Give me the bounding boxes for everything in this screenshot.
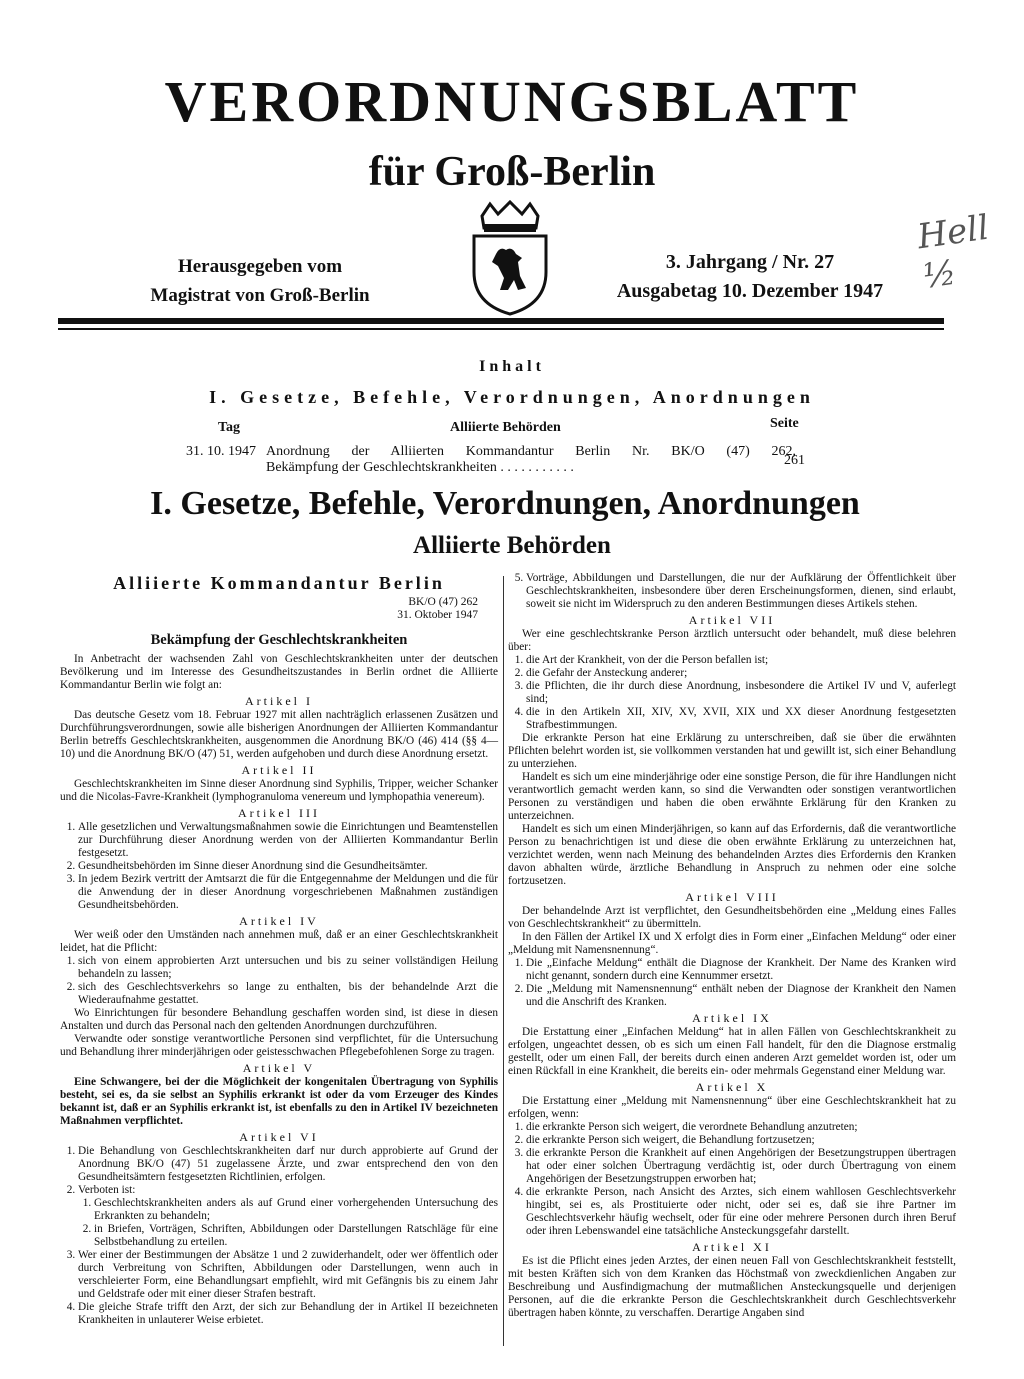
issue-line2: Ausgabetag 10. Dezember 1947 (616, 280, 884, 302)
sub-heading: Alliierte Behörden (413, 532, 611, 559)
toc-col-page: Seite (770, 416, 799, 431)
order-title: Bekämpfung der Geschlechtskrankheiten (150, 632, 408, 648)
article-paragraph: Eine Schwangere, bei der die Möglichkeit der kongenitalen Übertragung von Syphilis besteht, sei es, da sie selbst an Syphilis erkrankt ist oder da vom Erzeuger des Kindes bekannt ist, daß er an Syphilis erkrankt ist, ist ebenfalls zu den in Artikel IV bezeichneten Maßnahmen verpflichtet. (60, 1076, 498, 1127)
right-column (508, 572, 956, 1320)
left-column (60, 572, 498, 1327)
article-list (508, 957, 956, 1009)
article-paragraph: Verwandte oder sonstige verantwortliche Personen sind verpflichtet, für die Untersuchung und Behandlung ihrer minderjährigen oder geistesschwachen Pflegebefohlenen Sorge zu tragen. (60, 1033, 498, 1058)
article-paragraph: Die erkrankte Person hat eine Erklärung zu unterschreiben, daß sie über die erwähnten Pflichten belehrt worden ist, sie vollkommen verstanden hat und gewillt ist, sich einer Behandlung zu unterziehen. (508, 732, 956, 770)
article-heading: Artikel I (245, 694, 313, 708)
article-paragraph: Wo Einrichtungen für besondere Behandlung geschaffen worden sind, ist diese in diesen Anstalten und durch das Personal nach den geltenden Anordnungen durchzuführen. (60, 1007, 498, 1032)
sub-list-item: 1. Geschlechtskrankheiten anders als auf Grund einer vorhergehenden Untersuchung des Erkrankten zu behandeln; (94, 1197, 498, 1223)
list-item: 3. In jedem Bezirk vertritt der Amtsarzt die für die Entgegennahme der Meldungen und die für die Anwendung der in dieser Anordnung vorgeschriebenen Maßnahmen zuständigen Gesundheitsbehörden. (78, 873, 498, 912)
list-item: 2. die Gefahr der Ansteckung anderer; (526, 667, 956, 680)
article-heading: Artikel III (238, 806, 320, 820)
list-item: 2. Gesundheitsbehörden im Sinne dieser Anordnung sind die Gesundheitsämter. (78, 860, 498, 873)
sub-list-item: 2. in Briefen, Vorträgen, Schriften, Abbildungen oder Darstellungen Ratschläge für eine Selbstbehandlung zu erteilen. (94, 1223, 498, 1249)
order-date: 31. Oktober 1947 (397, 609, 478, 621)
masthead-title: VERORDNUNGSBLATT (164, 69, 860, 134)
list-item: 1. Die Behandlung von Geschlechtskrankheiten darf nur durch approbierte auf Grund der Anordnung BK/O (47) 51 zugelassene Ärzte, und zwar entsprechend den von den Gesundheitsämtern festgesetzten Richtlinien, erfolgen. (78, 1145, 498, 1184)
list-item: 3. die Pflichten, die ihr durch diese Anordnung, insbesondere die Artikel IV und V, auferlegt sind; (526, 680, 956, 706)
list-item: 4. Die gleiche Strafe trifft den Arzt, der sich zur Behandlung der in Artikel II bezeichneten Krankheiten in unlauterer Weise erbietet. (78, 1301, 498, 1327)
article-paragraph: In den Fällen der Artikel IX und X erfolgt dies in Form einer „Einfachen Meldung“ oder einer „Meldung mit Namensnennung“. (508, 931, 956, 956)
article-list (60, 1145, 498, 1327)
main-heading: I. Gesetze, Befehle, Verordnungen, Anordnungen (150, 485, 860, 522)
order-reference: BK/O (47) 262 (408, 596, 478, 608)
article-list (60, 955, 498, 1007)
masthead-rule-thick (58, 318, 944, 324)
kommandantur-title: Alliierte Kommandantur Berlin (113, 573, 445, 593)
article-heading: Artikel XI (692, 1240, 772, 1254)
list-item: 2. Die „Meldung mit Namensnennung“ enthält neben der Diagnose der Krankheit den Namen und die Anschrift des Kranken. (526, 983, 956, 1009)
issue-line1: 3. Jahrgang / Nr. 27 (665, 251, 835, 273)
list-item: 4. die in den Artikeln XII, XIV, XV, XVII, XIX und XX dieser Anordnung festgesetzten Strafbestimmungen. (526, 706, 956, 732)
toc-entry-line1: Anordnung der Alliierten Kommandantur Berlin Nr. BK/O (47) 262, (266, 444, 796, 459)
article-paragraph: Der behandelnde Arzt ist verpflichtet, den Gesundheitsbehörden eine „Meldung eines Falles von Geschlechtskrankheit“ zu übermitteln. (508, 905, 956, 930)
toc-section-title: I. Gesetze, Befehle, Verordnungen, Anordnungen (209, 387, 815, 407)
toc-heading: Inhalt (479, 358, 545, 375)
berlin-bear-crest-icon (466, 200, 554, 318)
article-paragraph: Geschlechtskrankheiten im Sinne dieser Anordnung sind Syphilis, Tripper, weicher Schanker und die Nicolas-Favre-Krankheit (lymphogranuloma venereum und lymphopathia venereum). (60, 778, 498, 803)
list-item-text: Verboten ist: (78, 1184, 136, 1196)
list-item: 1. die erkrankte Person sich weigert, die verordnete Behandlung anzutreten; (526, 1121, 956, 1134)
list-item: 2. sich des Geschlechtsverkehrs so lange zu enthalten, bis der behandelnde Arzt die Wiederaufnahme gestattet. (78, 981, 498, 1007)
list-item (78, 1184, 498, 1249)
article-heading: Artikel VI (239, 1130, 319, 1144)
article-paragraph: Wer weiß oder den Umständen nach annehmen muß, daß er an einer Geschlechtskrankheit leidet, hat die Pflicht: (60, 929, 498, 954)
article-heading: Artikel V (242, 1061, 316, 1075)
article-paragraph: Die Erstattung einer „Meldung mit Namensnennung“ über eine Geschlechtskrankheit hat zu erfolgen, wenn: (508, 1095, 956, 1120)
toc-col-day: Tag (218, 420, 241, 435)
article-paragraph: Es ist die Pflicht eines jeden Arztes, der einen neuen Fall von Geschlechtskrankheit feststellt, mit besten Kräften sich von dem Kranken das Höchstmaß von zweckdienlichen Angaben zur Beschreibung und Ausfindigmachung der mutmaßlichen Ansteckungsquelle und derjenigen Personen, auf die die erkrankte Person die Geschlechtskrankheit durch Geschlechtsverkehr übertragen haben könnte, zu verschaffen. Derartige Angaben sind (508, 1255, 956, 1319)
article-list (508, 572, 956, 611)
article-heading: Artikel II (241, 763, 317, 777)
list-item: 3. die erkrankte Person die Krankheit auf einen Angehörigen der Besetzungstruppen übertragen hat oder einer solchen Übertragung verdächtig ist, oder durch Übertragung von einem Angehörigen der Besetzungstruppen erworben hat; (526, 1147, 956, 1186)
list-item: 2. die erkrankte Person sich weigert, die Behandlung fortzusetzen; (526, 1134, 956, 1147)
handwritten-note: Hell ½ (914, 207, 992, 297)
toc-entry-page: 261 (784, 453, 805, 468)
publisher-line1: Herausgegeben vom (177, 256, 343, 277)
toc-entry-date: 31. 10. 1947 (186, 444, 256, 459)
article-paragraph: Handelt es sich um einen Minderjährigen, so kann auf das Erfordernis, daß die verantwortliche Person zu benachrichtigen ist und diese die oben erwähnte Erklärung zu unterzeichnen hat, verzichtet werden, wenn nach Meinung des behandelnden Arztes dies Erfordernis den Kranken davon abhalten würde, ärztliche Behandlung in Anspruch zu nehmen oder eine solche fortzusetzen. (508, 823, 956, 887)
sub-list (78, 1197, 498, 1249)
article-paragraph: Das deutsche Gesetz vom 18. Februar 1927 mit allen nachträglich erlassenen Zusätzen und Durchführungsverordnungen, sowie alle bisherigen Anordnungen der Alliierten Kommandantur Berlin betreffs Geschlechtskrankheiten, ausgenommen die Anordnung BK/O (46) 414 (§§ 4—10) und die Anordnung BK/O (47) 51, werden aufgehoben und durch diese Anordnung ersetzt. (60, 709, 498, 760)
list-item: 1. sich von einem approbierten Arzt untersuchen und bis zu seiner vollständigen Heilung behandeln zu lassen; (78, 955, 498, 981)
article-list (60, 821, 498, 912)
toc-entry-line2: Bekämpfung der Geschlechtskrankheiten . . . . . . . . . . . (266, 460, 574, 475)
article-heading: Artikel IX (692, 1011, 772, 1025)
list-item: 3. Wer einer der Bestimmungen der Absätze 1 und 2 zuwiderhandelt, oder wer öffentlich oder durch Verbreitung von Schriften, Abbildungen oder Darstellungen, wenn auch in verschleierter Form, eine Behandlungsart empfiehlt, wird mit Gefängnis bis zu einem Jahr und Geldstrafe oder mit einer dieser Strafen bestraft. (78, 1249, 498, 1301)
article-paragraph: Wer eine geschlechtskranke Person ärztlich untersucht oder behandelt, muß diese belehren über: (508, 628, 956, 653)
article-list (508, 654, 956, 732)
article-heading: Artikel VII (688, 613, 776, 627)
list-item: 1. Die „Einfache Meldung“ enthält die Diagnose der Krankheit. Der Name des Kranken wird nicht genannt, sondern durch eine Kennummer ersetzt. (526, 957, 956, 983)
article-paragraph: Die Erstattung einer „Einfachen Meldung“ hat in allen Fällen von Geschlechtskrankheit zu erfolgen, ungeachtet dessen, ob es sich um einen Fall handelt, für den die Diagnose erstmalig gestellt, oder um einen Fall, der bereits durch einen anderen Arzt gemeldet worden ist, oder um einen Rückfall in eine Krankheit, die bereits ein- oder mehrmals Gegenstand einer Meldung war. (508, 1026, 956, 1077)
toc-col-authority: Alliierte Behörden (450, 420, 561, 435)
list-item: 4. die erkrankte Person, nach Ansicht des Arztes, sich einem wahllosen Geschlechtsverkehr hingibt, sei es, als Prostituierte oder nicht, oder sei es, daß sie ihre Partner im Geschlechtsverkehr häufig wechselt, oder für eine oder mehrere Personen durch ihren Beruf oder ihren Lebenswandel eine tatsächliche Ansteckungsgefahr darstellt. (526, 1186, 956, 1238)
article-heading: Artikel X (695, 1080, 769, 1094)
article-heading: Artikel VIII (685, 890, 779, 904)
intro-paragraph: In Anbetracht der wachsenden Zahl von Geschlechtskrankheiten unter der deutschen Bevölkerung und im Interesse des Gesundheitszustandes in Berlin ordnet die Alliierte Kommandantur Berlin wie folgt an: (60, 653, 498, 691)
article-paragraph: Handelt es sich um eine minderjährige oder eine sonstige Person, die für ihre Handlungen nicht verantwortlich gemacht werden kann, so sind die Verwandten oder sonstigen verantwortlichen Personen zu verständigen und haben die oben erwähnte Erklärung für den Kranken zu unterzeichnen. (508, 771, 956, 822)
masthead-rule-thin (58, 328, 944, 330)
column-divider (503, 576, 504, 1346)
publisher-line2: Magistrat von Groß-Berlin (150, 285, 370, 306)
masthead-subtitle: für Groß-Berlin (368, 149, 656, 195)
list-item: 1. Alle gesetzlichen und Verwaltungsmaßnahmen sowie die Einrichtungen und Beamtenstellen zur Durchführung dieser Anordnung werden von der Alliierten Kommandantur Berlin festgesetzt. (78, 821, 498, 860)
issue-block (570, 248, 930, 306)
list-item: 5. Vorträge, Abbildungen und Darstellungen, die nur der Aufklärung der Öffentlichkeit über Geschlechtskrankheiten, insbesondere über deren Erscheinungsformen, dienen, sind erlaubt, soweit sie nicht im Widerspruch zu den anderen Bestimmungen dieses Artikels stehen. (526, 572, 956, 611)
article-heading: Artikel IV (239, 914, 319, 928)
publisher-block (100, 252, 420, 310)
article-list (508, 1121, 956, 1238)
list-item: 1. die Art der Krankheit, von der die Person befallen ist; (526, 654, 956, 667)
